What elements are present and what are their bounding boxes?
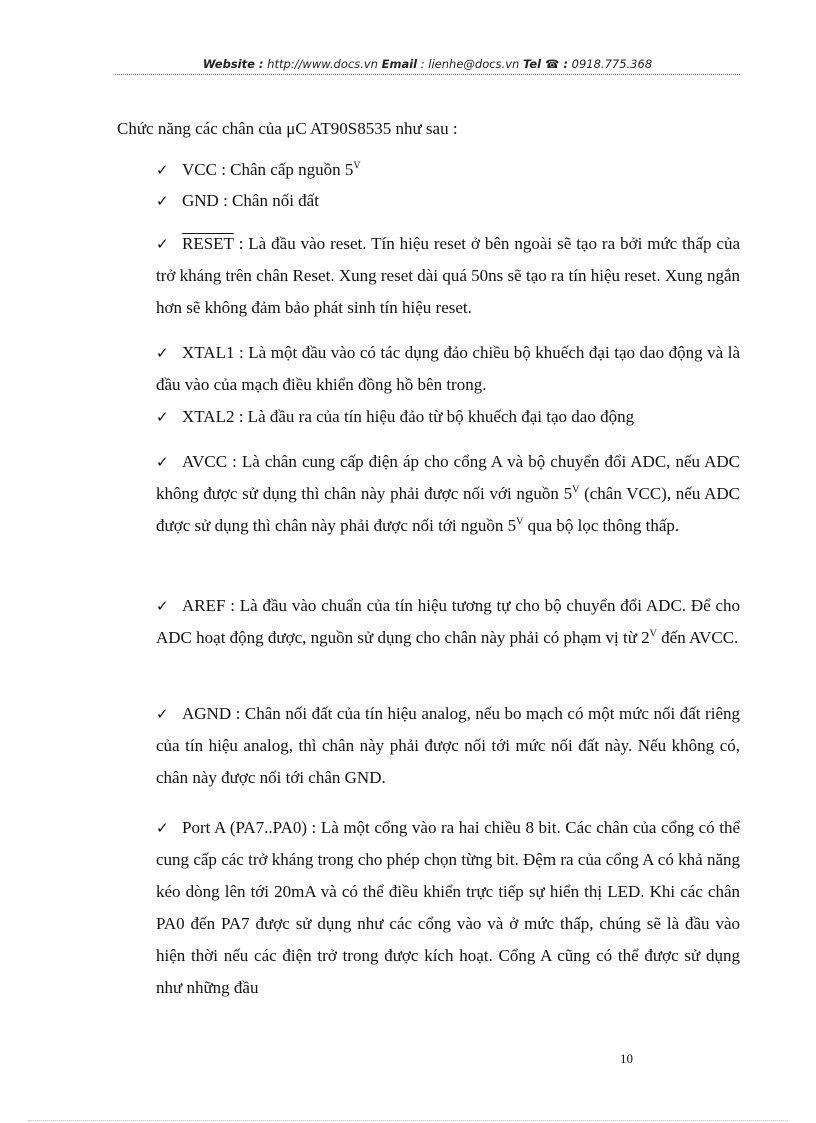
pin-avcc-sup-1: V	[572, 484, 580, 496]
checkmark-icon: ✓	[156, 408, 169, 426]
pin-reset	[156, 228, 740, 324]
email-value: : lienhe@docs.vn	[417, 57, 523, 71]
page-header	[115, 57, 740, 71]
pin-porta-text: Port A (PA7..PA0) : Là một cổng vào ra hai chiều 8 bit. Các chân của cổng có thể cung cấp các trở kháng trong cho phép chọn từng bit. Đệm ra của cổng A có khả năng kéo dòng lên tới 20mA và có thể điều khiển trực tiếp sự hiển thị LED. Khi các chân PA0 đến PA7 được sử dụng như các cổng vào và ở mức thấp, chúng sẽ là đầu vào hiện thời nếu các điện trở trong được kích hoạt. Cổng A cũng có thể được sử dụng như những đầu	[156, 818, 740, 997]
pin-porta	[156, 812, 740, 1004]
pin-xtal1-text: XTAL1 : Là một đầu vào có tác dụng đảo chiều bộ khuếch đại tạo dao động và là đầu vào của mạch điều khiển đồng hồ bên trong.	[156, 343, 740, 394]
pin-reset-label: RESET	[182, 234, 234, 253]
checkmark-icon: ✓	[156, 344, 169, 362]
checkmark-icon: ✓	[156, 161, 169, 179]
pin-xtal2	[156, 402, 740, 432]
header-divider	[115, 74, 740, 75]
pin-agnd	[156, 698, 740, 794]
pin-aref-text-2: đến AVCC.	[656, 628, 739, 647]
pin-gnd-text: GND : Chân nối đất	[182, 191, 319, 210]
pin-avcc-sup-2: V	[516, 516, 524, 528]
pin-xtal2-text: XTAL2 : Là đầu ra của tín hiệu đảo từ bộ khuếch đại tạo dao động	[182, 407, 635, 426]
pin-avcc-text-2: (chân VCC), nếu ADC được sử dụng thì chân này phải được nối tới nguồn 5	[156, 484, 741, 535]
pin-aref-sup: V	[649, 628, 657, 640]
website-value: http://www.docs.vn	[263, 57, 382, 71]
email-label: Email	[381, 57, 418, 71]
checkmark-icon: ✓	[156, 453, 169, 471]
pin-xtal1	[156, 337, 740, 401]
tel-value: 0918.775.368	[568, 57, 653, 71]
intro-heading: Chức năng các chân của μC AT90S8535 như sau :	[117, 119, 458, 138]
footer-divider	[28, 1120, 788, 1121]
checkmark-icon: ✓	[156, 819, 169, 837]
pin-vcc	[156, 155, 740, 185]
pin-reset-text: : Là đầu vào reset. Tín hiệu reset ở bên ngoài sẽ tạo ra bởi mức thấp của trở kháng trên chân Reset. Xung reset dài quá 50ns sẽ tạo ra tín hiệu reset. Xung ngắn hơn sẽ không đảm bảo phát sinh tín hiệu reset.	[156, 234, 740, 317]
pin-agnd-text: AGND : Chân nối đất của tín hiệu analog, nếu bo mạch có một mức nối đất riêng của tín hiệu analog, thì chân này phải được nối tới mức nối đất này. Nếu không có, chân này được nối tới chân GND.	[156, 704, 740, 787]
pin-avcc	[156, 446, 740, 542]
checkmark-icon: ✓	[156, 597, 169, 615]
pin-aref	[156, 590, 740, 654]
pin-aref-text-1: AREF : Là đầu vào chuẩn của tín hiệu tương tự cho bộ chuyển đổi ADC. Để cho ADC hoạt động được, nguồn sử dụng cho chân này phải có phạm vị từ 2	[156, 596, 740, 647]
pin-vcc-sup: V	[353, 160, 361, 172]
checkmark-icon: ✓	[156, 705, 169, 723]
checkmark-icon: ✓	[156, 235, 169, 253]
pin-avcc-text-1: AVCC : Là chân cung cấp điện áp cho cổng A và bộ chuyển đổi ADC, nếu ADC không được sử dụng thì chân này phải được nối với nguồn 5	[156, 452, 740, 503]
page-number: 10	[620, 1051, 633, 1066]
tel-label: Tel ☎ :	[522, 57, 568, 71]
pin-avcc-text-3: qua bộ lọc thông thấp.	[523, 516, 680, 535]
website-label: Website :	[202, 57, 264, 71]
pin-vcc-text: VCC : Chân cấp nguồn 5	[182, 160, 354, 179]
pin-gnd	[156, 186, 740, 216]
checkmark-icon: ✓	[156, 192, 169, 210]
